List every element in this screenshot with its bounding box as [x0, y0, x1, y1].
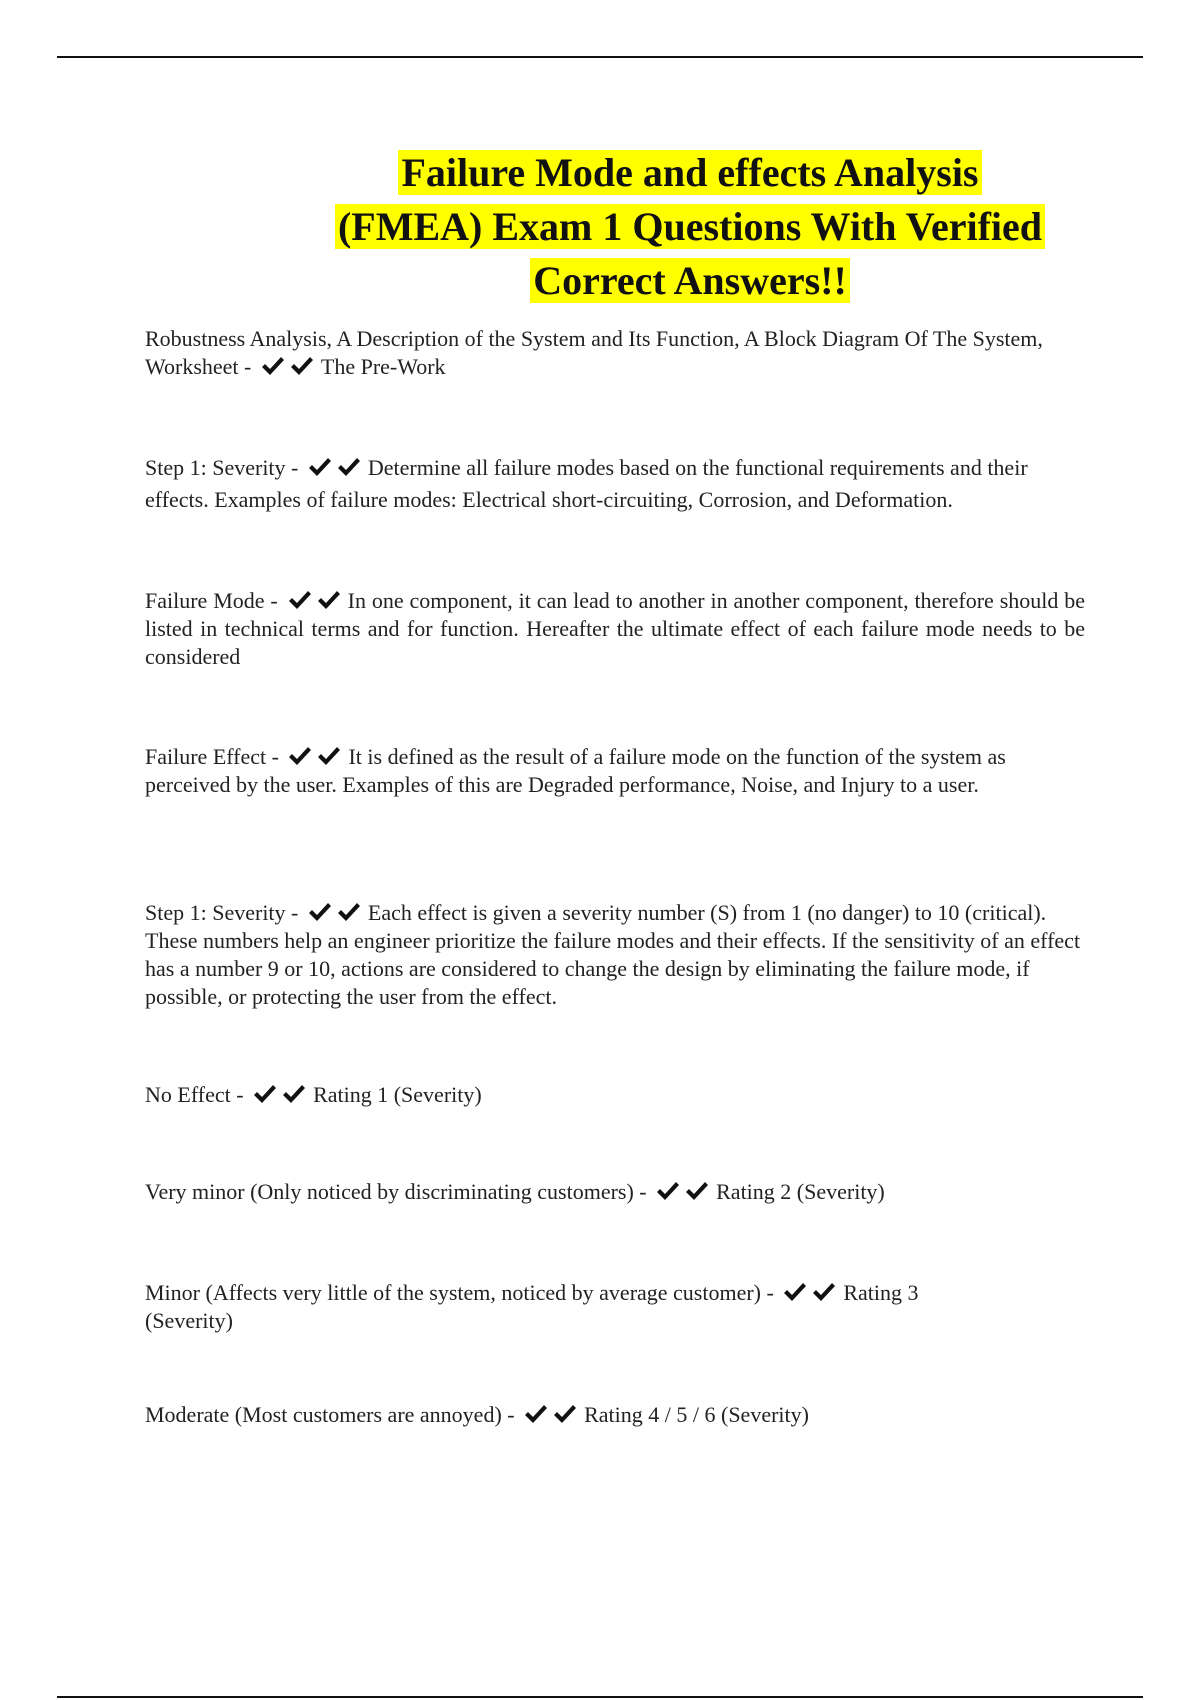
separator: - [236, 1082, 244, 1107]
qa-item [145, 899, 1085, 1011]
answer-text: It is defined as the result of a failure mode on the function of the system as perceived by the user. Examples of this are Degraded performance, Noise, and Injury to a user. [145, 744, 1006, 797]
double-check-icon [308, 899, 366, 927]
question-text: Failure Effect [145, 744, 267, 769]
title-line-2: (FMEA) Exam 1 Questions With Verified [335, 204, 1045, 249]
separator: - [507, 1402, 515, 1427]
question-text: Failure Mode [145, 588, 265, 613]
question-text: Minor (Affects very little of the system, noticed by average customer) [145, 1280, 762, 1305]
separator: - [271, 744, 279, 769]
qa-item [145, 325, 1085, 381]
bottom-rule [57, 1696, 1143, 1698]
separator: - [244, 354, 252, 379]
qa-item [145, 1279, 1005, 1335]
question-text: Step 1: Severity [145, 900, 286, 925]
double-check-icon [261, 353, 319, 381]
double-check-icon [288, 587, 346, 615]
double-check-icon [288, 743, 346, 771]
answer-text: Rating 3 (Severity) [145, 1280, 919, 1333]
double-check-icon [524, 1401, 582, 1429]
answer-text: Each effect is given a severity number (S) from 1 (no danger) to 10 (critical). These numbers help an engineer prioritize the failure modes and their effects. If the sensitivity of an effect has a number 9 or 10, actions are considered to change the design by eliminating the failure mode, if possible, or protecting the user from the effect. [145, 900, 1081, 1009]
double-check-icon [308, 452, 366, 484]
separator: - [639, 1179, 647, 1204]
qa-item [145, 1081, 1085, 1109]
qa-item [145, 1178, 1085, 1206]
answer-text: Rating 2 (Severity) [716, 1179, 885, 1204]
question-text: Robustness Analysis, A Description of the System and Its Function, A Block Diagram Of The System, Worksheet [145, 326, 1043, 379]
qa-item [145, 1401, 1085, 1429]
document-title [290, 146, 1090, 308]
question-text: Very minor (Only noticed by discriminating customers) [145, 1179, 634, 1204]
double-check-icon [656, 1178, 714, 1206]
qa-item [145, 452, 1085, 516]
question-text: Step 1: Severity [145, 455, 286, 480]
top-rule [57, 56, 1143, 58]
question-text: No Effect [145, 1082, 231, 1107]
qa-item [145, 743, 1085, 799]
separator: - [291, 900, 299, 925]
double-check-icon [783, 1279, 841, 1307]
double-check-icon [253, 1081, 311, 1109]
title-line-1: Failure Mode and effects Analysis [398, 150, 981, 195]
question-text: Moderate (Most customers are annoyed) [145, 1402, 502, 1427]
answer-text: Rating 1 (Severity) [313, 1082, 482, 1107]
answer-text: In one component, it can lead to another in another component, therefore should be listed in technical terms and for function. Hereafter the ultimate effect of each failure mode needs to be considered [145, 588, 1086, 669]
title-line-3: Correct Answers!! [530, 258, 850, 303]
answer-text: Rating 4 / 5 / 6 (Severity) [584, 1402, 809, 1427]
separator: - [766, 1280, 774, 1305]
answer-text: Determine all failure modes based on the functional requirements and their effects. Examples of failure modes: Electrical short-circuiting, Corrosion, and Deformation. [145, 455, 1028, 512]
answer-text: The Pre-Work [320, 354, 446, 379]
qa-item [145, 587, 1085, 671]
separator: - [270, 588, 278, 613]
separator: - [291, 455, 299, 480]
